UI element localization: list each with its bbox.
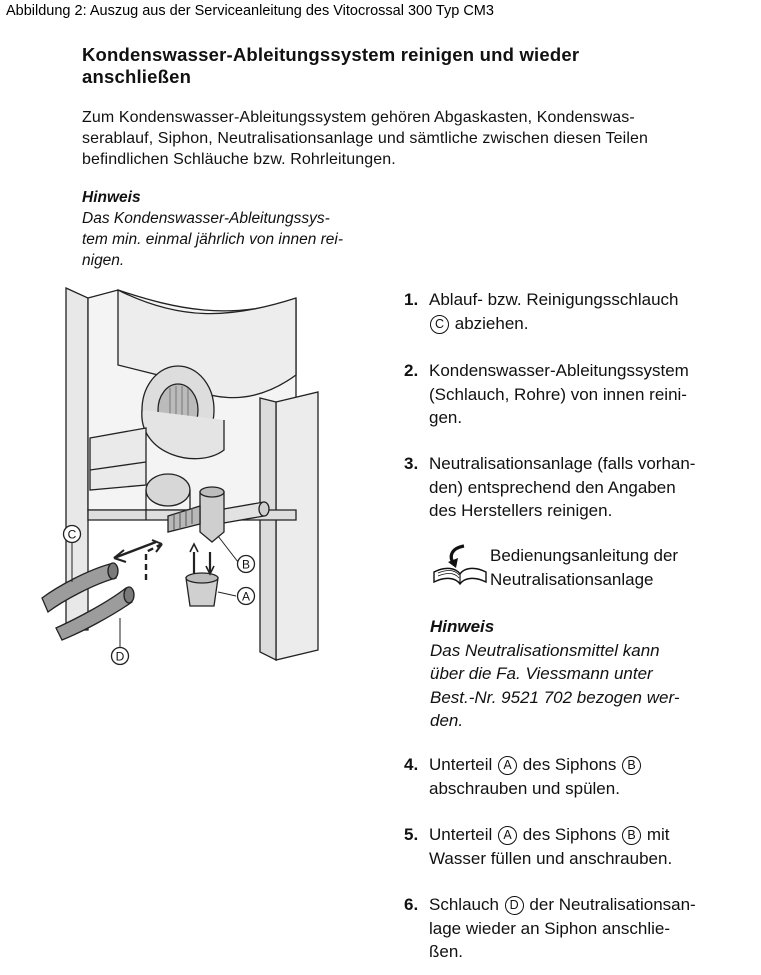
intro-line: befindlichen Schläuche bzw. Rohrleitungen. (82, 151, 396, 168)
step-line: (Schlauch, Rohre) von innen reini- (429, 384, 687, 404)
step-6 (404, 893, 754, 964)
step-part: mit (646, 825, 670, 844)
figure-caption: Abbildung 2: Auszug aus der Serviceanleitung des Vitocrossal 300 Typ CM3 (6, 3, 494, 19)
step-part: Unterteil (429, 825, 493, 844)
note-line: nigen. (82, 252, 125, 269)
note-line: Das Neutralisationsmittel kann (430, 640, 660, 660)
step-line: Kondenswasser-Ableitungssystem (429, 361, 689, 380)
label-a: A (241, 589, 251, 604)
siphon-illustration (28, 280, 380, 680)
manual-line: Neutralisationsanlage (490, 569, 654, 589)
ref-circle-a: A (498, 756, 517, 775)
step-part: lage wieder an Siphon anschlie- (429, 918, 670, 938)
step-text (429, 753, 754, 800)
step-text (429, 359, 754, 430)
note-label: Hinweis (82, 189, 141, 206)
step-text (429, 893, 754, 964)
manual-reference (430, 542, 760, 592)
step-line: Neutralisationsanlage (falls vorhan- (429, 454, 696, 473)
step-line: den) entsprechend den Angaben (429, 477, 676, 497)
step-part: des Siphons (522, 755, 617, 774)
step-number: 2. (404, 361, 419, 380)
note-line: über die Fa. Viessmann unter (430, 664, 653, 683)
intro-line: Zum Kondenswasser-Ableitungssystem gehören Abgaskasten, Kondenswas- (82, 109, 635, 126)
ref-circle-d: D (505, 896, 524, 915)
step-number: 3. (404, 454, 419, 473)
manual-reference-text (490, 544, 760, 591)
open-book-icon (430, 542, 488, 586)
ref-circle-a: A (498, 826, 517, 845)
intro-paragraph (82, 107, 742, 170)
step-line: gen. (429, 408, 463, 427)
note-line: Best.-Nr. 9521 702 bezogen wer- (430, 687, 680, 707)
step-4 (404, 753, 754, 800)
step-number: 5. (404, 825, 419, 844)
step-part: der Neutralisationsan- (529, 895, 696, 914)
ref-circle-b: B (622, 756, 641, 775)
step-text (429, 288, 754, 335)
step-number: 6. (404, 895, 419, 914)
step-part: abschrauben und spülen. (429, 778, 620, 798)
step-number: 4. (404, 755, 419, 774)
step-part: Schlauch (429, 895, 499, 914)
step-3 (404, 452, 754, 523)
label-d: D (115, 649, 125, 664)
step-2 (404, 359, 754, 430)
note-line: Das Kondenswasser-Ableitungssys- (82, 210, 330, 227)
step-line: des Herstellers reinigen. (429, 501, 613, 520)
step-part: Unterteil (429, 755, 493, 774)
ref-circle-c: C (430, 315, 449, 334)
step-part: Wasser füllen und anschrauben. (429, 848, 673, 868)
note-line: den. (430, 711, 464, 730)
step-part: ßen. (429, 942, 464, 961)
note-label: Hinweis (430, 617, 495, 636)
label-b: B (241, 557, 251, 572)
step-number: 1. (404, 290, 419, 309)
step-line: Ablauf- bzw. Reinigungsschlauch (429, 290, 679, 309)
title-line: anschließen (82, 66, 192, 87)
step-text (429, 823, 754, 870)
step-5 (404, 823, 754, 870)
note-left (82, 187, 412, 271)
step-text (429, 452, 754, 523)
note-line: tem min. einmal jährlich von innen rei- (82, 231, 344, 248)
step-part: des Siphons (522, 825, 617, 844)
section-title (82, 44, 722, 88)
manual-line: Bedienungsanleitung der (490, 546, 679, 565)
ref-circle-b: B (622, 826, 641, 845)
step-1 (404, 288, 754, 335)
intro-line: serablauf, Siphon, Neutralisationsanlage und sämtliche zwischen diesen Teilen (82, 130, 648, 147)
title-line: Kondenswasser-Ableitungssystem reinigen und wieder (82, 44, 580, 65)
label-c: C (67, 527, 77, 542)
note-right (430, 615, 740, 733)
step-line: abziehen. (454, 313, 529, 333)
